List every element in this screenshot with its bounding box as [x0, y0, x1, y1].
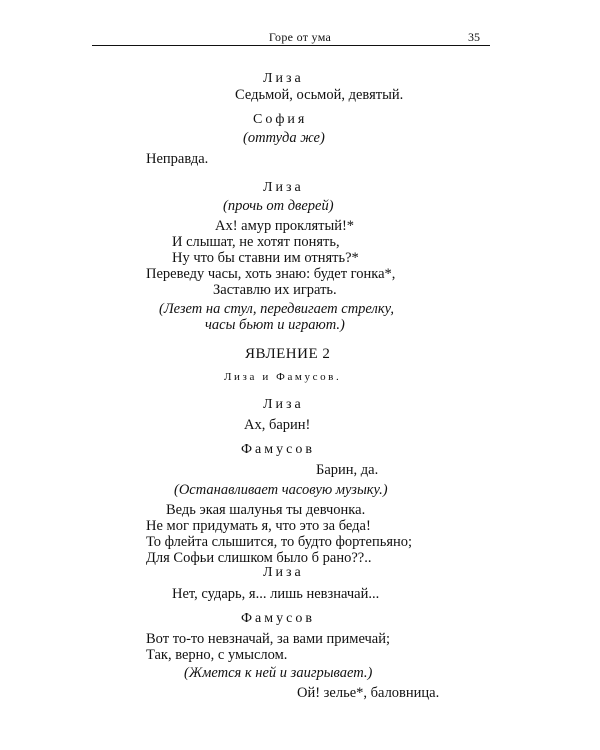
running-header-title: Горе от ума	[268, 30, 332, 44]
verse-line: Заставлю их играть.	[213, 282, 337, 298]
header-rule	[92, 45, 490, 46]
stage-direction: часы бьют и играют.)	[205, 317, 345, 333]
speaker-name: София	[253, 112, 308, 127]
verse-line: Ну что бы ставни им отнять?*	[172, 250, 359, 266]
verse-line: Нет, сударь, я... лишь невзначай...	[172, 586, 380, 602]
stage-direction: (Жмется к ней и заигрывает.)	[184, 665, 373, 681]
stage-direction: (Останавливает часовую музыку.)	[174, 482, 388, 498]
scene-title: ЯВЛЕНИЕ 2	[245, 346, 331, 362]
verse-line: Для Софьи слишком было б рано??..	[146, 550, 372, 566]
verse-line: Так, верно, с умыслом.	[146, 647, 288, 663]
speaker-name: Лиза	[263, 180, 304, 195]
verse-line: Не мог придумать я, что это за беда!	[146, 518, 371, 534]
verse-line: Переведу часы, хоть знаю: будет гонка*,	[146, 266, 396, 282]
verse-line: Неправда.	[146, 151, 209, 167]
verse-line: То флейта слышится, то будто фортепьяно;	[146, 534, 413, 550]
speaker-name: Лиза	[263, 71, 304, 86]
verse-line: Ах! амур проклятый!*	[215, 218, 355, 234]
verse-line: Вот то-то невзначай, за вами примечай;	[146, 631, 391, 647]
stage-direction: (Лезет на стул, передвигает стрелку,	[159, 301, 394, 317]
verse-line: Ведь экая шалунья ты девчонка.	[166, 502, 366, 518]
verse-line: Ой! зелье*, баловница.	[297, 685, 440, 701]
speaker-name: Лиза	[263, 565, 304, 580]
speaker-name: Фамусов	[241, 442, 315, 457]
page-number: 35	[468, 30, 480, 44]
verse-line: Седьмой, осьмой, девятый.	[235, 87, 404, 103]
verse-line: И слышат, не хотят понять,	[172, 234, 340, 250]
speaker-name: Лиза	[263, 397, 304, 412]
verse-line: Ах, барин!	[244, 417, 311, 433]
speaker-name: Фамусов	[241, 611, 315, 626]
stage-direction: (оттуда же)	[243, 130, 325, 146]
scene-characters: Лиза и Фамусов.	[224, 371, 342, 383]
stage-direction: (прочь от дверей)	[223, 198, 334, 214]
verse-line: Барин, да.	[316, 462, 379, 478]
